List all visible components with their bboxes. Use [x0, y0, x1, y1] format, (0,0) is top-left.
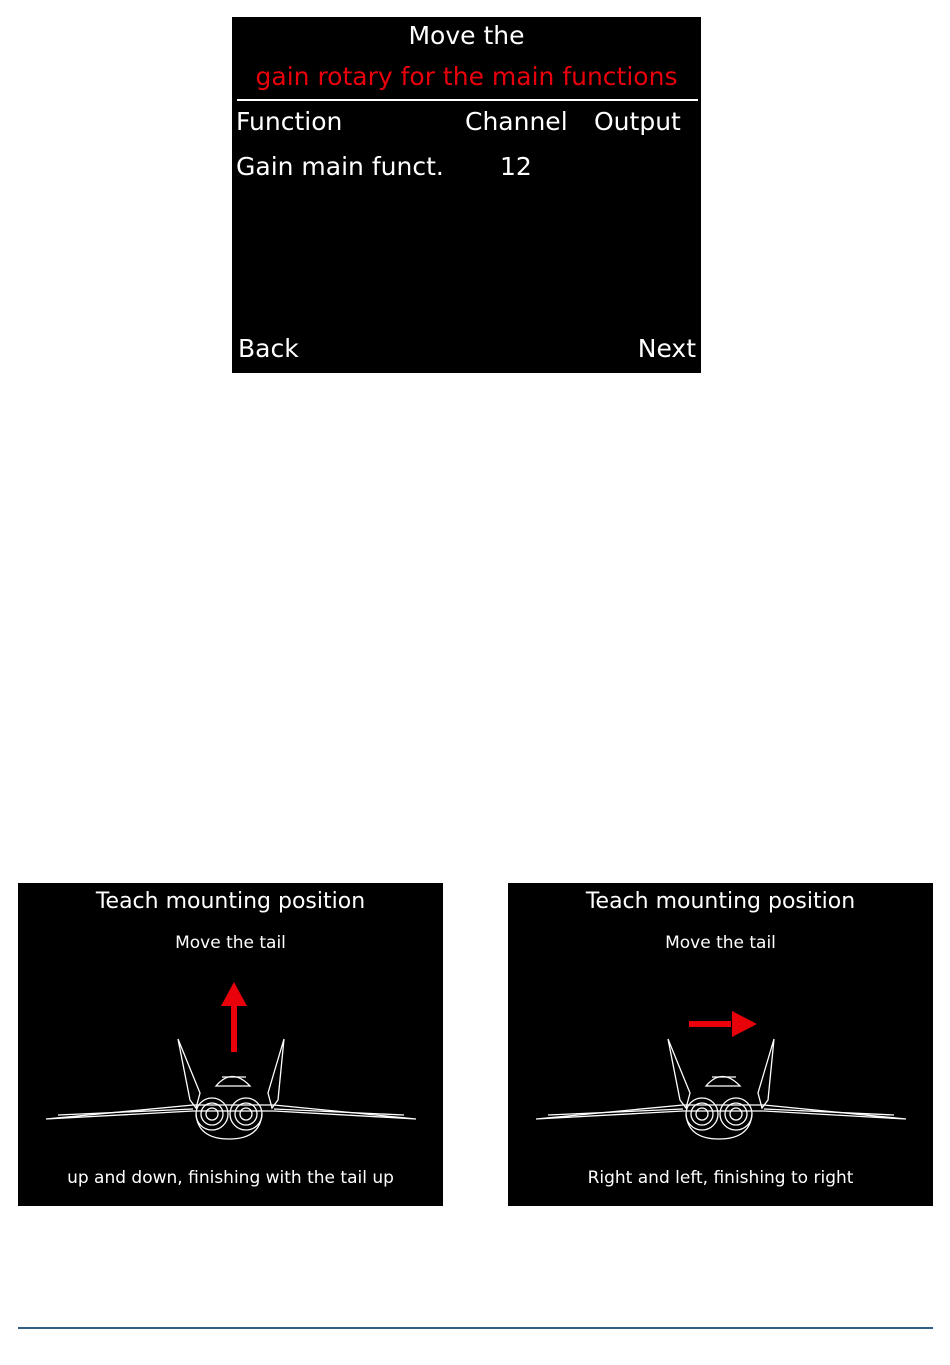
- row-channel: 12: [500, 152, 532, 181]
- gain-assignment-screen: [232, 17, 701, 373]
- screen-title-line2: gain rotary for the main functions: [255, 62, 678, 91]
- teach-instruction: Right and left, finishing to right: [587, 1168, 854, 1188]
- column-header-function: Function: [236, 107, 343, 136]
- title-divider: [237, 99, 698, 101]
- right-arrow-icon: [689, 1011, 757, 1037]
- teach-subtitle: Move the tail: [665, 933, 776, 953]
- jet-rear-view: [508, 883, 933, 1206]
- teach-title: Teach mounting position: [95, 889, 366, 914]
- teach-subtitle: Move the tail: [175, 933, 286, 953]
- back-button[interactable]: Back: [238, 334, 299, 363]
- jet-rear-view: [18, 883, 443, 1206]
- row-function: Gain main funct.: [236, 152, 444, 181]
- column-header-channel: Channel: [465, 107, 568, 136]
- teach-title: Teach mounting position: [585, 889, 856, 914]
- teach-position-screen-right: [508, 883, 933, 1206]
- screen-title-line1: Move the: [408, 21, 525, 50]
- up-arrow-icon: [221, 982, 247, 1052]
- teach-instruction: up and down, finishing with the tail up: [67, 1168, 394, 1188]
- footer-divider: [18, 1327, 933, 1329]
- teach-position-screen-up: [18, 883, 443, 1206]
- column-header-output: Output: [594, 107, 681, 136]
- next-button[interactable]: Next: [637, 334, 696, 363]
- jet-icon: [536, 1039, 906, 1139]
- jet-icon: [46, 1039, 416, 1139]
